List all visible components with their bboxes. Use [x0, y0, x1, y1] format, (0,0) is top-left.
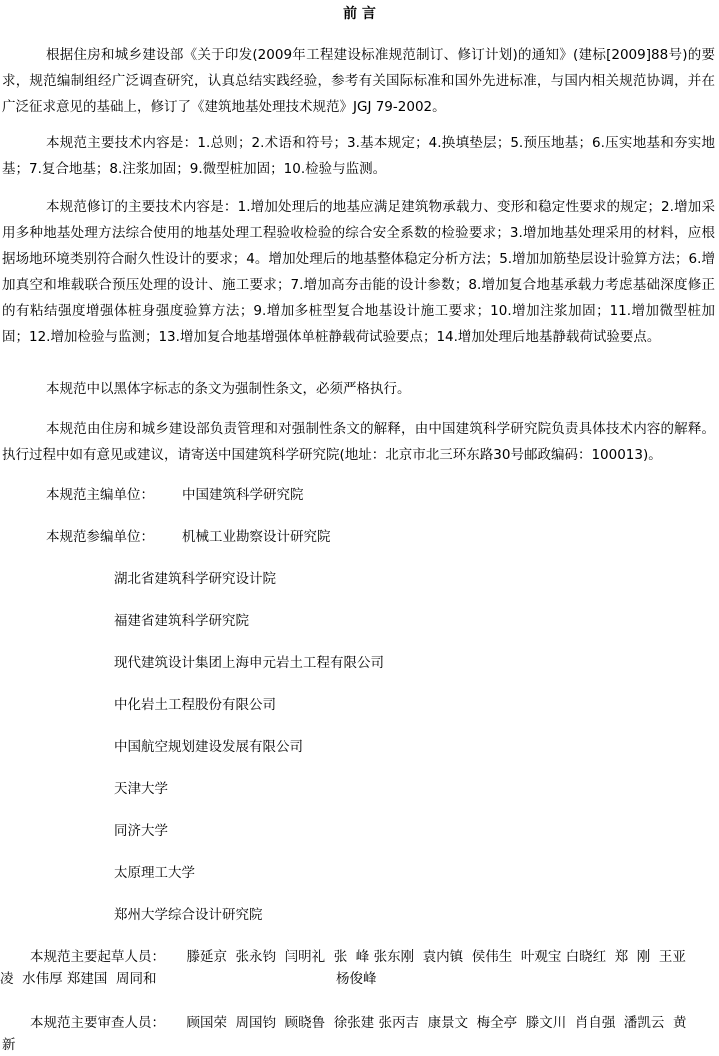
paragraph-management: 本规范由住房和城乡建设部负责管理和对强制性条文的解释，由中国建筑科学研究院负责具体技术内容的解释。执行过程中如有意见或建议，请寄送中国建筑科学研究院(地址：北京市北三环东路30号邮政编码：100013)。: [2, 421, 715, 463]
paragraph-mandatory-clauses: 本规范中以黑体字标志的条文为强制性条文，必须严格执行。: [46, 381, 411, 397]
participant-unit: 中国航空规划建设发展有限公司: [114, 739, 303, 755]
participant-unit: 湖北省建筑科学研究设计院: [114, 571, 276, 587]
participant-unit: 郑州大学综合设计研究院: [114, 907, 263, 923]
participants-label: 本规范参编单位：: [46, 529, 154, 545]
paragraph-revision-content: 本规范修订的主要技术内容是：1.增加处理后的地基应满足建筑物承载力、变形和稳定性要求的规定；2.增加采用多种地基处理方法综合使用的地基处理工程验收检验的综合安全系数的检验要求；3.增加地基处理采用的材料，应根据场地环境类别符合耐久性设计的要求；4。增加处理后的地基整体稳定分析方法；5.增加加筋垫层设计验算方法；6.增加真空和堆载联合预压处理的设计、施工要求；7.增加高夯击能的设计参数；8.增加复合地基承载力考虑基础深度修正的有粘结强度增强体桩身强度验算方法；9.增加多桩型复合地基设计施工要求；10.增加注浆加固；11.增加微型桩加固；12.增加检验与监测；13.增加复合地基增强体单桩静载荷试验要点；14.增加处理后地基静载荷试验要点。: [2, 199, 715, 345]
drafters-line-continued: 凌 水伟厚 郑建国 周同和: [0, 971, 157, 987]
participant-unit: 太原理工大学: [114, 865, 195, 881]
participant-unit: 天津大学: [114, 781, 168, 797]
participant-unit: 同济大学: [114, 823, 168, 839]
chief-editor-label: 本规范主编单位：: [46, 487, 154, 503]
reviewers-line-continued: 新: [2, 1037, 16, 1053]
page-title: 前 言: [343, 6, 376, 22]
reviewers-line: 本规范主要审查人员： 顾国荣 周国钧 顾晓鲁 徐张建 张丙吉 康景文 梅全亭 滕文川 肖自强 潘凯云 黄: [30, 1015, 687, 1031]
participant-unit: 福建省建筑科学研究院: [114, 613, 249, 629]
drafters-line: 本规范主要起草人员： 滕延京 张永钧 闫明礼 张 峰 张东刚 袁内镇 侯伟生 叶观宝 白晓红 郑 刚 王亚: [30, 949, 686, 965]
participant-unit: 中化岩土工程股份有限公司: [114, 697, 276, 713]
paragraph-main-content: 本规范主要技术内容是：1.总则；2.术语和符号；3.基本规定；4.换填垫层；5.预压地基；6.压实地基和夯实地基；7.复合地基；8.注浆加固；9.微型桩加固；10.检验与监测。: [2, 135, 715, 177]
paragraph-intro: 根据住房和城乡建设部《关于印发(2009年工程建设标准规范制订、修订计划)的通知》(建标[2009]88号)的要求，规范编制组经广泛调查研究，认真总结实践经验，参考有关国际标准和国外先进标准，与国内相关规范协调，并在广泛征求意见的基础上，修订了《建筑地基处理技术规范》JGJ 79-2002。: [2, 47, 715, 115]
drafters-line-continued: 杨俊峰: [336, 971, 377, 987]
chief-editor-value: 中国建筑科学研究院: [182, 487, 304, 503]
participant-unit: 机械工业勘察设计研究院: [182, 529, 331, 545]
participant-unit: 现代建筑设计集团上海申元岩土工程有限公司: [114, 655, 384, 671]
